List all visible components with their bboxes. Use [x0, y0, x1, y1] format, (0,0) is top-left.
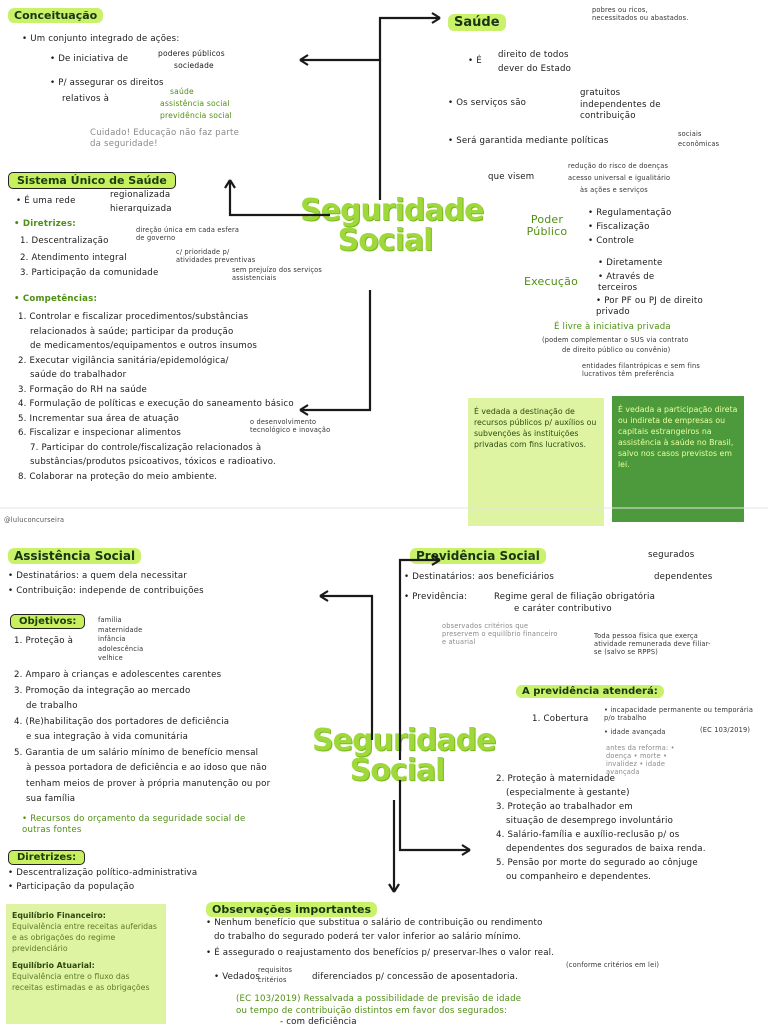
sus-title: Sistema Único de Saúde [8, 172, 176, 189]
conceituacao-line: • Um conjunto integrado de ações: [22, 34, 180, 44]
conceituacao-title: Conceituação [8, 8, 103, 23]
list-item: (especialmente à gestante) [506, 788, 630, 798]
assist-protecao: 1. Proteção à [14, 636, 74, 646]
assist-dest: • Destinatários: a quem dela necessitar [8, 571, 188, 581]
saude-servicos: • Os serviços são [448, 98, 527, 108]
saude-poder-opt: • Regulamentação [588, 208, 672, 218]
saude-servicos-opt: independentes de contribuição [580, 100, 661, 121]
assist-recursos: • Recursos do orçamento da seguridade social de outras fontes [22, 814, 246, 835]
saude-title: Saúde [448, 14, 506, 31]
prev-antes: antes da reforma: • doença • morte • invalidez • idade avançada [606, 744, 675, 776]
list-item: 3. Promoção da integração ao mercado [14, 685, 191, 696]
assist-diretriz: • Participação da população [8, 882, 135, 892]
obs-ressalvada: (EC 103/2019) Ressalvada a possibilidade de previsão de idade [236, 994, 522, 1004]
list-item: relacionados à saúde; participar da produção [30, 326, 234, 337]
conceituacao-note: Cuidado! Educação não faz parte da seguridade! [90, 128, 240, 149]
arrow-to-sus [230, 180, 330, 215]
assist-protecao-opt: maternidade [98, 625, 143, 634]
center-title-line: Seguridade [312, 723, 496, 758]
sus-diretriz: 1. Descentralização [20, 236, 109, 246]
sus-rede: • É uma rede [16, 196, 76, 206]
list-item: 3. Proteção ao trabalhador em [496, 802, 633, 812]
fin-text: Equivalência entre receitas auferidas e as obrigações do regime previdenciário [12, 922, 157, 953]
saude-dever: dever do Estado [498, 64, 572, 74]
saude-direito: direito de todos [498, 50, 569, 60]
prev-dest-opt: segurados [648, 550, 695, 560]
arrow-to-previdencia [400, 560, 440, 760]
saude-visem-opt: redução do risco de doenças [568, 162, 669, 170]
assist-protecao-opt: adolescência [98, 644, 144, 653]
obs-line: • É assegurado o reajustamento dos benefícios p/ preservar-lhes o valor real. [206, 948, 555, 958]
conceituacao-target: previdência social [160, 111, 232, 120]
saude-visem-opt: acesso universal e igualitário [568, 174, 671, 182]
conceituacao-opt: sociedade [174, 61, 214, 70]
saude-livre: É livre à iniciativa privada [554, 322, 671, 332]
center-title-line: Seguridade [300, 193, 484, 228]
arrow-to-cobertura [400, 780, 470, 850]
saude-e: • É [468, 56, 482, 66]
sus-diretriz-note: c/ prioridade p/ atividades preventivas [176, 248, 256, 264]
saude-servicos-opt: gratuitos [580, 88, 621, 98]
arrow-to-saude [380, 18, 440, 60]
saude-garantida: • Será garantida mediante políticas [448, 136, 609, 146]
fin-title: Equilíbrio Atuarial: [12, 961, 95, 970]
list-item: 3. Formação do RH na saúde [18, 384, 148, 395]
obs-line: • Nenhum benefício que substitua o salário de contribuição ou rendimento [206, 918, 543, 928]
list-item: ou companheiro e dependentes. [506, 872, 652, 882]
prev-regime: e caráter contributivo [514, 604, 612, 614]
conceituacao-target: saúde [170, 87, 194, 96]
prev-dest: • Destinatários: aos beneficiários [404, 572, 555, 582]
saude-poder-opt: • Controle [588, 236, 635, 246]
saude-livre-note: de direito público ou convênio) [562, 346, 671, 354]
fin-text: Equivalência entre o fluxo das receitas estimadas e as obrigações [12, 972, 150, 992]
arrow-to-assistencia [320, 596, 372, 740]
prev-cobertura: 1. Cobertura [532, 714, 589, 724]
saude-visem-opt: às ações e serviços [580, 186, 648, 194]
note-vedada-estrangeiros: É vedada a participação direta ou indireta de empresas ou capitais estrangeiros na assistência à saúde no Brasil, salvo nos casos previstos em lei. [612, 396, 744, 522]
sus-competencias-title: • Competências: [14, 294, 98, 304]
prev-cob-opt: • incapacidade permanente ou temporária p/o trabalho [604, 706, 754, 722]
saude-garantida-opt: econômicas [678, 140, 720, 148]
conceituacao-target: assistência social [160, 99, 230, 108]
assist-protecao-opt: infância [98, 635, 126, 643]
prev-atendera: A previdência atenderá: [516, 685, 664, 698]
assist-diretrizes-title: Diretrizes: [8, 850, 85, 865]
saude-poder-opt: • Fiscalização [588, 222, 650, 232]
saude-exec-opt: • Diretamente [598, 258, 663, 268]
prev-dest-opt: dependentes [654, 572, 713, 582]
list-item: situação de desemprego involuntário [506, 816, 674, 826]
prev-obs: observados critérios que preservem o equilíbrio financeiro e atuarial [442, 622, 558, 646]
saude-note-top: pobres ou ricos, necessitados ou abastados. [592, 6, 689, 22]
prev-cob-opt: • idade avançada [604, 728, 666, 736]
obs-last: - com deficiência [280, 1017, 357, 1027]
obs-vedados-opt: requisitos [258, 966, 293, 974]
sus-rede-opt: regionalizada [110, 190, 171, 200]
list-item: sua família [26, 794, 76, 804]
arrow-to-conceituacao [300, 60, 380, 200]
conceituacao-opt: poderes públicos [158, 49, 225, 58]
prev-previdencia: • Previdência: [404, 592, 468, 602]
list-item: dependentes dos segurados de baixa renda. [506, 844, 706, 854]
list-item: 2. Executar vigilância sanitária/epidemológica/ [18, 355, 229, 366]
obs-tempo: ou tempo de contribuição distintos em favor dos segurados: [236, 1006, 508, 1016]
saude-exec-opt: • Através de terceiros [598, 272, 655, 293]
list-item: 4. Salário-família e auxílio-reclusão p/ os [496, 830, 680, 840]
obs-vedados-opt: critérios [258, 976, 287, 984]
list-item: de medicamentos/equipamentos e outros insumos [30, 341, 258, 351]
sus-rede-opt: hierarquizada [110, 204, 172, 214]
saude-livre-note: (podem complementar o SUS via contrato [542, 336, 689, 344]
assist-contrib: • Contribuição: independe de contribuições [8, 586, 204, 596]
prev-ec: (EC 103/2019) [700, 726, 751, 734]
obs-vedados: • Vedados [214, 972, 261, 982]
conceituacao-line: • De iniciativa de [50, 54, 129, 64]
list-item: 4. Formulação de políticas e execução do saneamento básico [18, 399, 294, 409]
sus-diretriz-note: sem prejuízo dos serviços assistenciais [232, 266, 323, 282]
list-item: saúde do trabalhador [30, 370, 127, 380]
sus-diretriz-note: direção única em cada esfera de governo [136, 226, 240, 242]
prev-title: Previdência Social [410, 548, 546, 564]
assist-protecao-opt: família [98, 616, 122, 624]
prev-regime: Regime geral de filiação obrigatória [494, 592, 656, 602]
list-item: 8. Colaborar na proteção do meio ambiente. [18, 471, 218, 482]
list-item: de trabalho [26, 701, 78, 711]
saude-visem: que visem [488, 172, 535, 182]
center-title-line: Social [337, 223, 433, 258]
obs-line: do trabalho do segurado poderá ter valor inferior ao salário mínimo. [214, 932, 522, 942]
list-item: e sua integração à vida comunitária [26, 732, 189, 742]
list-item: 2. Proteção à maternidade [496, 774, 616, 784]
list-item: 2. Amparo à crianças e adolescentes carentes [14, 670, 222, 680]
assist-diretriz: • Descentralização político-administrativa [8, 868, 198, 878]
conceituacao-line: relativos à [62, 94, 110, 104]
assist-protecao-opt: velhice [98, 654, 123, 662]
list-item: tenham meios de prover à própria manutenção ou por [26, 778, 271, 789]
note-vedada-recursos: É vedada a destinação de recursos públicos p/ auxílios ou subvenções às instituições privadas com fins lucrativos. [468, 398, 604, 526]
list-item: 6. Fiscalizar e inspecionar alimentos [18, 428, 181, 438]
author-handle: @luluconcurseira [4, 516, 65, 524]
list-item: 5. Garantia de um salário mínimo de benefício mensal [14, 747, 259, 758]
list-item: 5. Pensão por morte do segurado ao cônjuge [496, 858, 698, 868]
list-item: 4. (Re)habilitação dos portadores de deficiência [14, 716, 230, 727]
center-title-line: Social [349, 753, 445, 788]
assist-title: Assistência Social [8, 548, 141, 564]
prev-toda: Toda pessoa física que exerça atividade remunerada deve filiar-se (salvo se RPPS) [594, 632, 711, 656]
sus-comp-note: o desenvolvimento tecnológico e inovação [250, 418, 331, 434]
list-item: 7. Participar do controle/fiscalização relacionados à [30, 442, 262, 453]
sus-diretrizes-title: • Diretrizes: [14, 219, 76, 229]
obs-line: (conforme critérios em lei) [566, 961, 660, 969]
sus-diretriz: 3. Participação da comunidade [20, 268, 159, 278]
fin-title: Equilíbrio Financeiro: [12, 911, 106, 920]
obs-title: Observações importantes [206, 902, 377, 917]
saude-garantida-opt: sociais [678, 130, 702, 138]
saude-poder: Poder Público [526, 213, 568, 238]
saude-exec-opt: • Por PF ou PJ de direito privado [596, 296, 703, 317]
list-item: à pessoa portadora de deficiência e ao idoso que não [26, 763, 267, 773]
arrow-to-competencias [300, 290, 370, 410]
assist-objetivos-title: Objetivos: [10, 614, 85, 629]
saude-execucao: Execução [524, 275, 579, 288]
list-item: 1. Controlar e fiscalizar procedimentos/substâncias [18, 312, 249, 322]
conceituacao-line: • P/ assegurar os direitos [50, 78, 164, 88]
list-item: substâncias/produtos psicoativos, tóxicos e radioativo. [30, 457, 276, 467]
sus-diretriz: 2. Atendimento integral [20, 253, 127, 263]
saude-filant: entidades filantrópicas e sem fins lucrativos têm preferência [582, 362, 700, 378]
obs-vedados-tail: diferenciados p/ concessão de aposentadoria. [312, 972, 518, 982]
list-item: 5. Incrementar sua área de atuação [18, 413, 179, 424]
